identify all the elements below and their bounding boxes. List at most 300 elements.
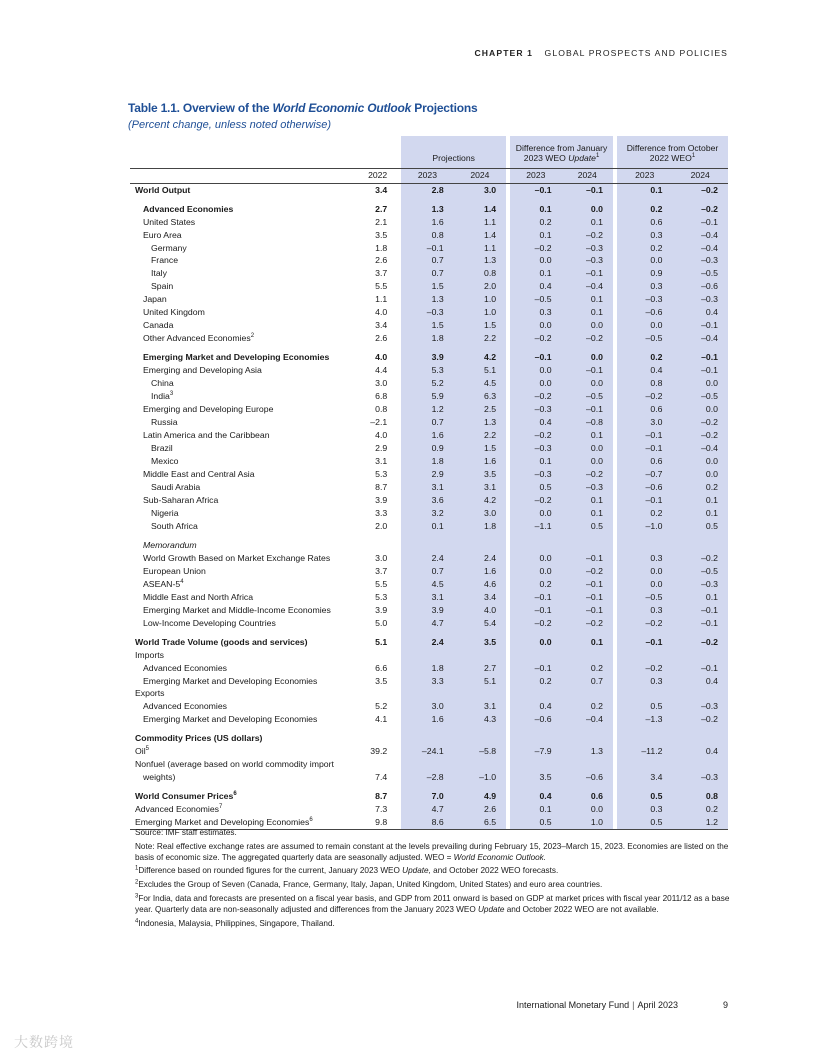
row-label-text: Advanced Economies [143, 203, 234, 214]
row-label [130, 713, 347, 726]
value-cell: –0.2 [510, 617, 561, 630]
value-cell: 3.5 [454, 635, 506, 648]
row-label [130, 481, 347, 494]
row-label-text: World Growth Based on Market Exchange Rates [143, 552, 331, 563]
value-cell [672, 758, 728, 771]
footer-separator: | [632, 1000, 635, 1010]
row-label-text: World Consumer Prices [135, 791, 234, 802]
value-cell [401, 758, 453, 771]
value-cell: –0.1 [401, 241, 453, 254]
row-label [130, 494, 347, 507]
value-cell [562, 687, 613, 700]
value-cell: –0.4 [672, 332, 728, 345]
row-label [130, 241, 347, 254]
table-row [130, 254, 728, 267]
value-cell: 3.0 [375, 552, 388, 563]
table-row [130, 803, 728, 816]
row-label [130, 377, 347, 390]
value-cell: 1.1 [375, 294, 388, 305]
table-row [130, 390, 728, 403]
value-cell: –0.2 [562, 332, 613, 345]
value-cell: 2.5 [454, 403, 506, 416]
value-cell: 0.5 [617, 700, 672, 713]
value-cell: 1.8 [375, 242, 388, 253]
value-cell: –0.5 [672, 267, 728, 280]
row-label [130, 790, 347, 803]
table-row [130, 700, 728, 713]
value-cell: 8.6 [401, 816, 453, 829]
value-cell: 0.1 [401, 520, 453, 533]
value-cell: 0.0 [562, 455, 613, 468]
row-label [130, 455, 347, 468]
table-row [130, 674, 728, 687]
value-cell: –0.2 [562, 565, 613, 578]
value-cell [454, 539, 506, 552]
value-cell: 0.2 [672, 481, 728, 494]
value-cell: –0.2 [672, 202, 728, 215]
value-cell: –11.2 [617, 745, 672, 758]
value-cell: –0.4 [562, 713, 613, 726]
value-cell: –0.1 [562, 403, 613, 416]
footnote-italic: Update, [402, 866, 431, 876]
value-cell: 1.2 [672, 816, 728, 829]
value-cell [562, 758, 613, 771]
row-label [130, 539, 347, 552]
value-cell: 0.3 [510, 306, 561, 319]
row-label-text: Emerging Market and Developing Economies [143, 714, 318, 725]
value-cell: –1.0 [617, 520, 672, 533]
row-label [130, 745, 347, 758]
row-label-text: Imports [135, 649, 164, 660]
row-label-text: Latin America and the Caribbean [143, 430, 270, 441]
value-cell: 0.2 [562, 700, 613, 713]
value-cell: –1.1 [510, 520, 561, 533]
value-cell: 3.5 [510, 771, 561, 784]
row-label-text: Sub-Saharan Africa [143, 494, 219, 505]
value-cell: 0.8 [672, 790, 728, 803]
value-cell: 2.4 [401, 635, 453, 648]
value-cell: –0.3 [672, 578, 728, 591]
value-cell: 3.2 [401, 507, 453, 520]
value-cell: –0.3 [672, 293, 728, 306]
value-cell: 0.1 [672, 591, 728, 604]
value-cell: –0.1 [562, 183, 613, 196]
value-cell: 0.3 [617, 604, 672, 617]
row-label-text: Nonfuel (average based on world commodity import [135, 759, 334, 770]
value-cell: 0.1 [562, 293, 613, 306]
header-jan-diff [510, 136, 613, 168]
value-cell: –0.2 [672, 713, 728, 726]
value-cell: 3.1 [454, 481, 506, 494]
value-cell: 1.8 [401, 661, 453, 674]
row-label-text: Emerging Market and Developing Economies [143, 675, 318, 686]
value-cell: 1.2 [401, 403, 453, 416]
row-label-text: Germany [151, 242, 187, 253]
value-cell: 0.2 [617, 241, 672, 254]
table-title-italic: World Economic Outlook [272, 101, 412, 115]
footnote-4 [135, 919, 730, 930]
table-row [130, 319, 728, 332]
value-cell: 1.4 [454, 202, 506, 215]
value-cell: 5.1 [375, 636, 388, 647]
value-cell: 0.0 [510, 507, 561, 520]
value-cell [617, 732, 672, 745]
row-label-text: Emerging Market and Middle-Income Economies [143, 604, 331, 615]
footnote-italic: Update [478, 904, 505, 914]
value-cell: 1.0 [562, 816, 613, 829]
value-cell: 0.5 [562, 520, 613, 533]
value-cell: 4.6 [454, 578, 506, 591]
value-cell: 3.5 [375, 675, 388, 686]
value-cell: 3.1 [401, 481, 453, 494]
value-cell: 0.0 [617, 319, 672, 332]
value-cell: 9.8 [347, 816, 397, 829]
value-cell: –0.6 [672, 280, 728, 293]
row-label-text: Low-Income Developing Countries [143, 617, 276, 628]
value-cell: –0.2 [510, 429, 561, 442]
value-cell: –0.3 [510, 442, 561, 455]
footnote-ref: 2 [250, 333, 255, 340]
value-cell: 3.3 [401, 674, 453, 687]
header-jan-diff-line1: Difference from January [515, 142, 608, 153]
row-label [130, 604, 347, 617]
value-cell: 8.7 [375, 481, 388, 492]
running-head [474, 48, 728, 58]
value-cell: –7.9 [510, 745, 561, 758]
value-cell: –0.1 [672, 351, 728, 364]
table-row [130, 578, 728, 591]
value-cell: –0.7 [617, 468, 672, 481]
value-cell: 3.3 [375, 507, 388, 518]
value-cell: 0.5 [510, 481, 561, 494]
value-cell: 0.6 [617, 455, 672, 468]
value-cell: 4.7 [401, 803, 453, 816]
value-cell [510, 687, 561, 700]
value-cell: –0.3 [672, 771, 728, 784]
table-row [130, 351, 728, 364]
value-cell: 0.7 [401, 267, 453, 280]
year-header: 2024 [454, 168, 506, 183]
row-label-text: Memorandum [143, 539, 197, 550]
value-cell: 3.9 [375, 604, 388, 615]
table-row [130, 241, 728, 254]
row-label-text: Middle East and Central Asia [143, 468, 255, 479]
table-row [130, 215, 728, 228]
value-cell [672, 732, 728, 745]
value-cell: –0.1 [510, 604, 561, 617]
footnote-ref: 5 [145, 746, 149, 753]
row-label [130, 648, 347, 661]
value-cell: 3.0 [617, 416, 672, 429]
value-cell: 5.0 [375, 617, 388, 628]
value-cell: 0.5 [510, 816, 561, 829]
row-label [130, 293, 347, 306]
row-label-text: China [151, 378, 174, 389]
table-row [130, 661, 728, 674]
value-cell [401, 687, 453, 700]
header-group-row [130, 136, 728, 168]
general-note-text: Note: Real effective exchange rates are assumed to remain constant at the levels prevailing during February 15, 2023–March 15, 2023. Economies are listed on the basis of economic size. The aggregated quarterly data are seasonally adjusted. WEO = [135, 841, 729, 862]
table-row [130, 280, 728, 293]
value-cell: 0.8 [617, 377, 672, 390]
value-cell: 3.0 [454, 507, 506, 520]
value-cell: –2.8 [401, 771, 453, 784]
value-cell: 1.5 [454, 319, 506, 332]
value-cell: –0.1 [562, 552, 613, 565]
table-row [130, 332, 728, 345]
value-cell: 3.7 [375, 565, 388, 576]
value-cell: 1.3 [401, 293, 453, 306]
value-cell: 0.7 [401, 565, 453, 578]
value-cell: 0.3 [617, 803, 672, 816]
footnote-text: and October 2022 WEO are not available. [504, 904, 659, 914]
value-cell: –0.1 [510, 591, 561, 604]
value-cell: 0.5 [617, 790, 672, 803]
value-cell: –0.3 [562, 241, 613, 254]
row-label-text: Emerging Market and Developing Economies [135, 817, 310, 828]
footnote-text: For India, data and forecasts are presented on a fiscal year basis, and GDP from 2011 onward is based on GDP at market prices with fiscal year 2011/12 as a base year. Quarterly data are non-seasonally adjusted and differences from the January 2023 WEO [135, 894, 730, 914]
row-label [130, 578, 347, 591]
value-cell: –0.1 [672, 215, 728, 228]
row-label-text: Canada [143, 320, 174, 331]
value-cell: 5.3 [375, 468, 388, 479]
value-cell: 1.6 [401, 713, 453, 726]
year-header: 2022 [347, 168, 397, 183]
footnote-ref: 1 [595, 153, 600, 160]
value-cell: 2.2 [454, 429, 506, 442]
value-cell: 3.4 [454, 591, 506, 604]
value-cell: 1.8 [401, 332, 453, 345]
value-cell [617, 758, 672, 771]
footnote-text: and October 2022 WEO forecasts. [430, 866, 559, 876]
row-label-text: Emerging and Developing Europe [143, 404, 274, 415]
row-label [130, 429, 347, 442]
value-cell: –0.1 [617, 442, 672, 455]
value-cell: 0.1 [562, 507, 613, 520]
row-label-text: Japan [143, 294, 167, 305]
value-cell: 0.0 [672, 403, 728, 416]
row-label [130, 758, 347, 771]
value-cell: –24.1 [401, 745, 453, 758]
value-cell: 0.1 [617, 183, 672, 196]
value-cell: –0.1 [672, 319, 728, 332]
value-cell: –0.3 [672, 254, 728, 267]
value-cell: –0.4 [672, 442, 728, 455]
value-cell: –0.3 [562, 481, 613, 494]
year-header: 2023 [617, 168, 672, 183]
row-label-text: Other Advanced Economies [143, 333, 251, 344]
row-label [130, 364, 347, 377]
table-row [130, 591, 728, 604]
value-cell: –0.1 [510, 661, 561, 674]
value-cell: –0.2 [562, 617, 613, 630]
value-cell: 0.2 [672, 803, 728, 816]
value-cell [672, 648, 728, 661]
row-label [130, 215, 347, 228]
value-cell: 0.5 [617, 816, 672, 829]
table-row [130, 687, 728, 700]
value-cell: 2.2 [454, 332, 506, 345]
row-label [130, 700, 347, 713]
footnote-ref: 7 [219, 804, 223, 811]
value-cell: –0.5 [617, 332, 672, 345]
value-cell [347, 687, 397, 700]
value-cell: 4.0 [375, 307, 388, 318]
value-cell: –0.1 [562, 591, 613, 604]
value-cell: 0.2 [562, 661, 613, 674]
value-cell [347, 539, 397, 552]
row-label [130, 674, 347, 687]
value-cell: –0.3 [510, 468, 561, 481]
value-cell: 1.6 [401, 215, 453, 228]
value-cell: 3.4 [375, 320, 388, 331]
value-cell: 4.9 [454, 790, 506, 803]
row-label-text: India [151, 391, 170, 402]
value-cell: 3.0 [454, 183, 506, 196]
general-note [135, 842, 730, 864]
value-cell: 0.0 [672, 377, 728, 390]
value-cell [401, 539, 453, 552]
value-cell: 3.9 [401, 351, 453, 364]
value-cell: 1.0 [454, 306, 506, 319]
value-cell: 1.5 [401, 280, 453, 293]
row-label [130, 591, 347, 604]
value-cell: 0.6 [617, 215, 672, 228]
value-cell: –0.5 [562, 390, 613, 403]
value-cell: 0.0 [617, 578, 672, 591]
value-cell: 4.0 [375, 430, 388, 441]
value-cell: 5.9 [401, 390, 453, 403]
row-label [130, 351, 347, 364]
value-cell: 4.4 [375, 365, 388, 376]
value-cell: –0.5 [510, 293, 561, 306]
row-label-text: Exports [135, 688, 165, 699]
value-cell: 5.5 [375, 578, 388, 589]
row-label [130, 687, 347, 700]
value-cell: 2.7 [454, 661, 506, 674]
row-label-text: Italy [151, 268, 167, 279]
value-cell: –0.2 [562, 228, 613, 241]
value-cell: 0.0 [617, 254, 672, 267]
value-cell: 2.4 [454, 552, 506, 565]
header-years-row [130, 168, 728, 183]
value-cell: 0.2 [510, 215, 561, 228]
value-cell: 3.1 [401, 591, 453, 604]
value-cell: 6.6 [375, 662, 388, 673]
table-row [130, 758, 728, 771]
row-label [130, 228, 347, 241]
table-row [130, 293, 728, 306]
row-label [130, 442, 347, 455]
row-label [130, 507, 347, 520]
footnote-ref: 6 [233, 791, 237, 798]
row-label [130, 403, 347, 416]
value-cell [510, 758, 561, 771]
value-cell: 0.1 [510, 267, 561, 280]
value-cell: –0.1 [672, 661, 728, 674]
value-cell: –0.3 [672, 700, 728, 713]
value-cell: 0.3 [617, 280, 672, 293]
value-cell: –0.1 [562, 364, 613, 377]
row-label-text: ASEAN-5 [143, 578, 181, 589]
value-cell: 5.3 [375, 591, 388, 602]
row-label-text: World Trade Volume (goods and services) [135, 636, 308, 647]
value-cell: 0.0 [510, 254, 561, 267]
value-cell: 0.0 [510, 565, 561, 578]
value-cell: 1.0 [454, 293, 506, 306]
row-label [130, 280, 347, 293]
value-cell [672, 687, 728, 700]
value-cell: –0.4 [672, 228, 728, 241]
value-cell: 0.1 [562, 635, 613, 648]
value-cell: –0.2 [617, 390, 672, 403]
table-row [130, 635, 728, 648]
value-cell: 5.2 [375, 701, 388, 712]
footnote-text: Difference based on rounded figures for the current, January 2023 WEO [138, 866, 403, 876]
publisher: International Monetary Fund [516, 1000, 630, 1010]
value-cell: 8.7 [375, 791, 388, 802]
value-cell: 0.0 [510, 364, 561, 377]
value-cell: 0.4 [617, 364, 672, 377]
value-cell [347, 758, 397, 771]
row-label-text: Advanced Economies [135, 804, 220, 815]
value-cell: 1.5 [401, 319, 453, 332]
value-cell: 0.1 [562, 429, 613, 442]
value-cell: 3.7 [375, 268, 388, 279]
row-label-text: Nigeria [151, 507, 179, 518]
value-cell: 0.9 [401, 442, 453, 455]
value-cell: 3.5 [375, 229, 388, 240]
row-label-text: weights) [143, 772, 176, 783]
footnote-number: 3 [135, 893, 139, 900]
value-cell: 4.2 [454, 351, 506, 364]
header-oct-diff [617, 136, 728, 168]
value-cell: –0.6 [562, 771, 613, 784]
table-row [130, 494, 728, 507]
value-cell: –0.1 [617, 494, 672, 507]
value-cell: –0.5 [672, 390, 728, 403]
row-label [130, 254, 347, 267]
row-label [130, 202, 347, 215]
value-cell: 6.8 [375, 391, 388, 402]
value-cell: 2.6 [375, 255, 388, 266]
value-cell [510, 732, 561, 745]
table-row [130, 648, 728, 661]
header-jan-diff-italic: Update [568, 153, 596, 164]
value-cell: 5.4 [454, 617, 506, 630]
value-cell: –0.6 [617, 306, 672, 319]
value-cell: 3.0 [401, 700, 453, 713]
value-cell: 0.0 [510, 377, 561, 390]
value-cell: 4.5 [454, 377, 506, 390]
value-cell: 0.0 [672, 468, 728, 481]
footnote-number: 4 [135, 918, 139, 925]
value-cell: 0.0 [672, 455, 728, 468]
value-cell: 0.1 [562, 215, 613, 228]
value-cell: 0.0 [617, 565, 672, 578]
value-cell: –0.1 [617, 429, 672, 442]
value-cell [617, 539, 672, 552]
value-cell: –0.3 [510, 403, 561, 416]
row-label [130, 306, 347, 319]
value-cell: –0.2 [510, 332, 561, 345]
table-row [130, 416, 728, 429]
table-row [130, 745, 728, 758]
value-cell [672, 539, 728, 552]
value-cell: 4.7 [401, 617, 453, 630]
table-row [130, 539, 728, 552]
value-cell: 2.8 [401, 183, 453, 196]
